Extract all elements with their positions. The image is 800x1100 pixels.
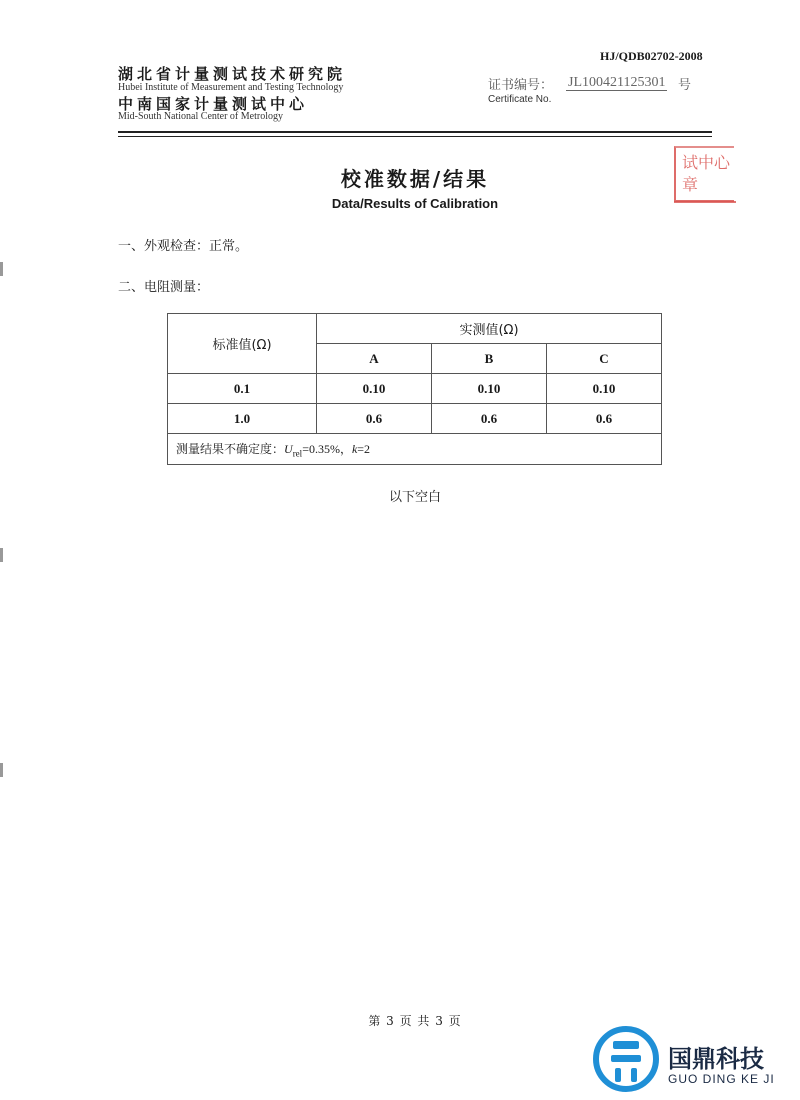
column-header-b: B [432, 344, 547, 374]
scan-edge-mark [0, 548, 3, 562]
certificate-number: JL100421125301 [568, 75, 666, 90]
measured-b-cell: 0.10 [432, 374, 547, 404]
uncertainty-row [168, 434, 662, 465]
certificate-label: 证书编号： [488, 78, 554, 93]
header-rule-thick [118, 131, 712, 133]
logo-text-cn: 国鼎科技 [668, 1045, 764, 1073]
measured-a-cell: 0.6 [317, 404, 432, 434]
logo-text-en: GUO DING KE JI [668, 1072, 775, 1086]
uncertainty-label: 测量结果不确定度： [176, 441, 285, 456]
measured-c-cell: 0.10 [547, 374, 662, 404]
guoding-logo-icon [591, 1024, 661, 1094]
institute-name-en: Hubei Institute of Measurement and Testing Technology [118, 82, 344, 93]
document-code: HJ/QDB02702-2008 [600, 49, 703, 63]
column-header-a: A [317, 344, 432, 374]
resistance-measurement-heading: 二、电阻测量： [118, 280, 210, 295]
table-header-row [168, 314, 662, 344]
page-number: 第 3 页 共 3 页 [368, 1014, 462, 1028]
table-row [168, 374, 662, 404]
measured-value-header: 实测值(Ω) [317, 314, 662, 344]
uncertainty-cell [168, 434, 662, 465]
standard-value-cell: 0.1 [168, 374, 317, 404]
center-name-en: Mid-South National Center of Metrology [118, 111, 283, 122]
blank-below-note: 以下空白 [388, 490, 441, 505]
scan-edge-mark [0, 763, 3, 777]
stamp-line-1: 试中心 [682, 153, 731, 172]
table-row [168, 404, 662, 434]
header-rule-thin [118, 136, 712, 137]
column-header-c: C [547, 344, 662, 374]
certificate-label-en: Certificate No. [488, 94, 552, 105]
page-title-cn: 校准数据/结果 [340, 167, 490, 191]
page-title-en: Data/Results of Calibration [331, 196, 499, 211]
appearance-check: 一、外观检查：正常。 [118, 239, 249, 254]
standard-value-header: 标准值(Ω) [168, 314, 317, 374]
measured-c-cell: 0.6 [547, 404, 662, 434]
certificate-suffix: 号 [678, 78, 692, 93]
center-name-cn: 中南国家计量测试中心 [118, 95, 309, 113]
calibration-table [167, 313, 662, 465]
standard-value-cell: 1.0 [168, 404, 317, 434]
measured-a-cell: 0.10 [317, 374, 432, 404]
uncertainty-value: $U_{rel}=0.35\%$，k=2 [284, 441, 371, 459]
institute-name-cn: 湖北省计量测试技术研究院 [118, 65, 347, 83]
scan-edge-mark [0, 262, 3, 276]
measured-b-cell: 0.6 [432, 404, 547, 434]
stamp-line-2: 章 [682, 175, 699, 194]
